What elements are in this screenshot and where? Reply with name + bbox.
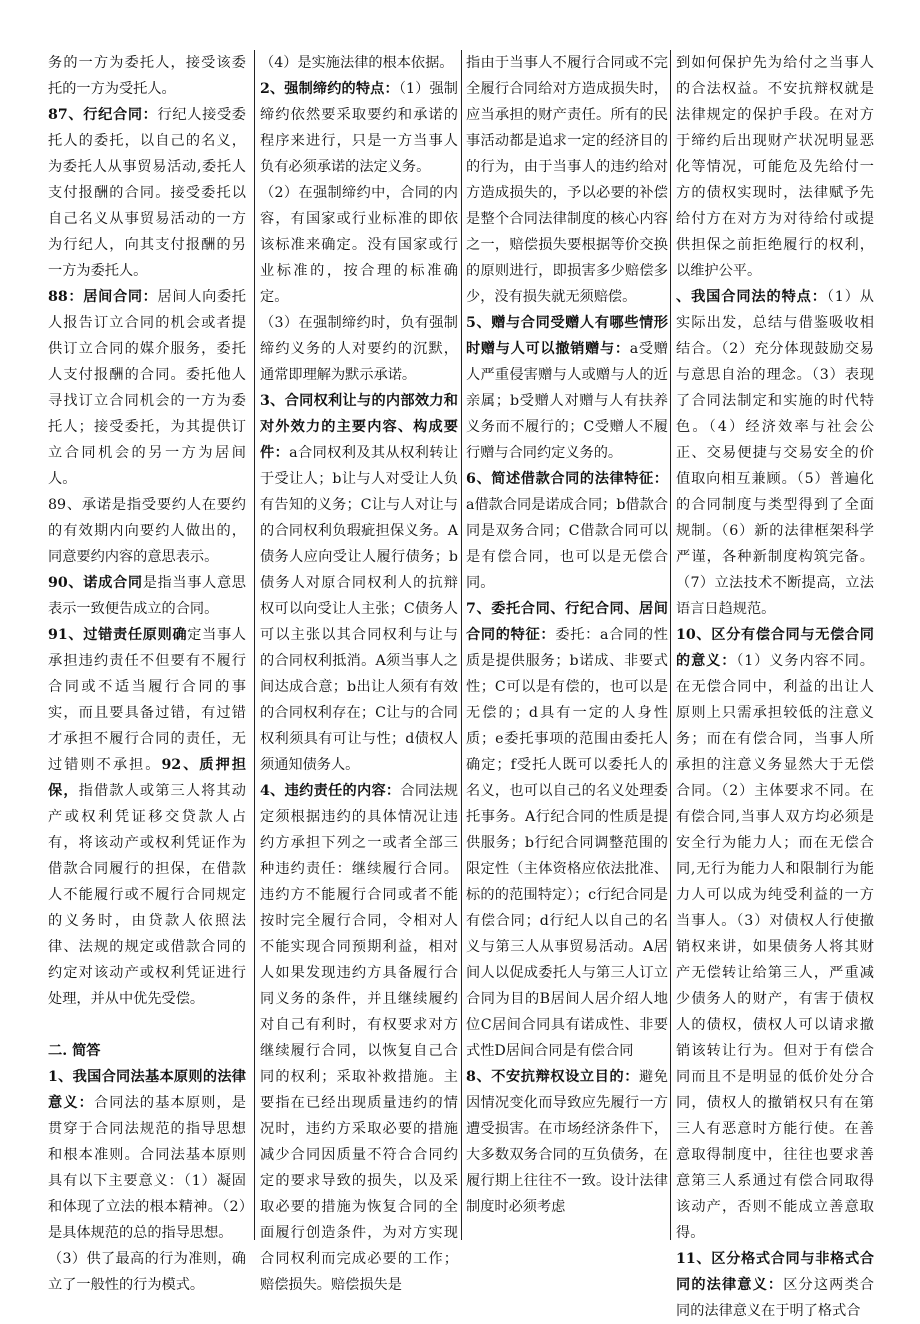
- paragraph: [676, 284, 874, 622]
- question-label: 10、区分有偿合同与无偿合同的意义：: [676, 627, 874, 669]
- text-column-2: [260, 50, 458, 1293]
- answer-text: 合同法的基本原则，是贯穿于合同法规范的指导思想和根本准则。合同法基本原则具有以下主要意义：（1）凝固和体现了立法的根本精神。（2）是具体规范的总的指导思想。: [48, 1095, 246, 1241]
- term-text: 居间人向委托人报告订立合同的机会或者提供订立合同的媒介服务，委托人支付报酬的合同。委托他人寻找订立合同机会的一方为委托人；接受委托，为其提供订立合同机会的另一方为居间人。: [48, 289, 246, 487]
- answer-text: （1）强制缔约依然要采取要约和承诺的程序来进行，只是一方当事人负有必须承诺的法定义务。: [260, 81, 458, 175]
- question-label: 7、委托合同、行纪合同、居间合同的特征：: [466, 601, 668, 643]
- term-label: 87、行纪合同：: [48, 107, 158, 123]
- answer-text: 合同法规定须根据违约的具体情况让违约方承担下列之一或者全部三种违约责任：继续履行合同。违约方不能履行合同或者不能按时完全履行合同，令相对人不能实现合同预期利益，相对人如果发现违约方具备履行合同义务的条件，并且继续履约对自己有利时，有权要求对方继续履行合同，以恢复自己合同的权利；采取补救措施。主要指在已经出现质量违约的情况时，违约方采取必要的措施减少合同因质量不符合合同约定的要求导致的损失，以及采取必要的措施为恢复合同的全面履行创造条件，为对方实现合同权利而完成必要的工作；赔偿损失。赔偿损失是: [260, 783, 458, 1293]
- paragraph: [676, 1246, 874, 1324]
- paragraph: [48, 1064, 246, 1246]
- paragraph: [466, 310, 668, 466]
- paragraph: （2）在强制缔约中，合同的内容，有国家或行业标准的即依该标准来确定。没有国家或行业标准的，按合理的标准确定。: [260, 185, 458, 305]
- column-divider: [461, 50, 462, 1240]
- answer-text: a合同权利及其从权利转让于受让人；b让与人对受让人负有告知的义务；C让与人对让与的合同权利负瑕疵担保义务。A债务人应向受让人履行债务；b债务人对原合同权利人的抗辩权可以向受让人主张；C债务人可以主张以其合同权利与让与的合同权利抵消。A须当事人之间达成合意；b出让人须有有效的合同权利存在；C让与的合同权利须具有可让与性；d债权人须通知债务人。: [260, 445, 458, 773]
- text-column-4: [676, 50, 874, 1319]
- term-label: 92、质押担保，: [48, 757, 246, 799]
- paragraph: 到如何保护先为给付之当事人的合法权益。不安抗辩权就是法律规定的保护手段。在对方于缔约后出现财产状况明显恶化等情况，可能危及先给付一方的债权实现时，法律赋予先给付方在对方为对待给付或提供担保之前拒绝履行的权利，以维护公平。: [676, 55, 874, 279]
- paragraph: （3）在强制缔约时，负有强制缔约义务的人对要约的沉默，通常即理解为默示承诺。: [260, 315, 458, 383]
- paragraph: [676, 622, 874, 1246]
- paragraph: [260, 388, 458, 778]
- paragraph: [48, 102, 246, 284]
- paragraph: [466, 1064, 668, 1220]
- answer-text: 委托：a合同的性质是提供服务；b诺成、非要式性；C可以是有偿的，也可以是无偿的；d具有一定的人身性质；e委托事项的范围由委托人确定；f受托人既可以委托人的名义，也可以自己的名义处理委托事务。A行纪合同的性质是提供服务；b行纪合同调整范围的限定性（主体资格应依法批准、标的的范围特定）；c行纪合同是有偿合同；d行纪人以自己的名义与第三人从事贸易活动。A居间人以促成委托人与第三人订立合同为目的B居间人居介绍人地位C居间合同具有诺成性、非要式性D居间合同是有偿合同: [466, 627, 668, 1059]
- term-label: 88：居间合同：: [48, 289, 158, 305]
- question-label: 4、违约责任的内容：: [260, 783, 401, 799]
- answer-text: （1）义务内容不同。在无偿合同中，利益的出让人原则上只需承担较低的注意义务；而在有偿合同，当事人所承担的注意义务显然大于无偿合同。（2）主体要求不同。在有偿合同,当事人双方均必须是安全行为能力人；而在无偿合同,无行为能力人和限制行为能力人可以成为纯受利益的一方当事人。（3）对债权人行使撤销权来讲，如果债务人将其财产无偿转让给第三人，严重减少债务人的财产，有害于债权人的债权，债权人可以请求撤销该转让行为。但对于有偿合同而且不是明显的低价处分合同，债权人的撤销权只有在第三人有恶意时方能行使。在善意取得制度中，往往也要求善意第三人系通过有偿合同取得该动产，否则不能成立善意取得。: [676, 653, 874, 1241]
- paragraph: [466, 596, 668, 1064]
- question-label: 1、我国合同法基本原则的法律意义：: [48, 1069, 246, 1111]
- question-label: 、我国合同法的特点：: [676, 289, 827, 305]
- answer-text: a借款合同是诺成合同；b借款合同是双务合同；C借款合同可以是有偿合同，也可以是无偿合同。: [466, 497, 668, 591]
- question-label: 5、赠与合同受赠人有哪些情形时赠与人可以撤销赠与：: [466, 315, 668, 357]
- term-text: 定当事人承担违约责任不但要有不履行合同或不适当履行合同的事实，而且要具备过错，有过错才承担不履行合同的责任，无过错则不承担。: [48, 627, 246, 773]
- paragraph: [48, 284, 246, 492]
- paragraph: （4）是实施法律的根本依据。: [260, 55, 454, 71]
- term-label: 91、过错责任原则确: [48, 627, 188, 643]
- term-text: 行纪人接受委托人的委托，以自己的名义，为委托人从事贸易活动,委托人支付报酬的合同。接受委托以自己名义从事贸易活动的一方为行纪人，向其支付报酬的另一方为委托人。: [48, 107, 246, 279]
- question-label: 11、区分格式合同与非格式合同的法律意义：: [676, 1251, 874, 1293]
- column-divider: [254, 50, 255, 1240]
- text-column-3: [466, 50, 668, 1240]
- question-label: 6、简述借款合同的法律特征：: [466, 471, 668, 487]
- question-label: 3、合同权利让与的内部效力和对外效力的主要内容、构成要件：: [260, 393, 458, 461]
- paragraph: [466, 466, 668, 596]
- answer-text: 区分这两类合同的法律意义在于明了格式合: [676, 1277, 874, 1319]
- answer-text: 避免因情况变化而导致应先履行一方遭受损害。在市场经济条件下，大多数双务合同的互负债务，在履行期上往往不一致。设计法律制度时必须考虑: [466, 1069, 668, 1215]
- paragraph: [260, 778, 458, 1298]
- term-text: 是指当事人意思表示一致便告成立的合同。: [48, 575, 246, 617]
- paragraph: 89、承诺是指受要约人在要约的有效期内向要约人做出的，同意要约内容的意思表示。: [48, 497, 246, 565]
- answer-text: （1）从实际出发，总结与借鉴吸收相结合。（2）充分体现鼓励交易与意思自治的理念。（3）表现了合同法制定和实施的时代特色。（4）经济效率与社会公正、交易便捷与交易安全的价值取向相互兼顾。（5）普遍化的合同制度与类型得到了全面规制。（6）新的法律框架科学严谨，各种新制度构筑完备。（7）立法技术不断提高，立法语言日趋规范。: [676, 289, 874, 617]
- section-heading: 二. 简答: [48, 1043, 101, 1059]
- text-column-1: [48, 50, 246, 1293]
- paragraph: [260, 76, 458, 180]
- term-text: 指借款人或第三人将其动产或权利凭证移交贷款人占有，将该动产或权利凭证作为借款合同履行的担保，在借款人不能履行或不履行合同规定的义务时，由贷款人依照法律、法规的规定或借款合同的约定对该动产或权利凭证进行处理，并从中优先受偿。: [48, 783, 246, 1007]
- paragraph: [48, 622, 246, 1012]
- document-page: [48, 50, 874, 1319]
- paragraph: （3）供了最高的行为准则，确立了一般性的行为模式。: [48, 1251, 246, 1293]
- paragraph: 务的一方为委托人，接受该委托的一方为受托人。: [48, 55, 246, 97]
- term-label: 90、诺成合同: [48, 575, 143, 591]
- spacer: [48, 1012, 246, 1038]
- question-label: 2、强制缔约的特点：: [260, 81, 399, 97]
- answer-text: a受赠人严重侵害赠与人或赠与人的近亲属；b受赠人对赠与人有扶养义务而不履行的；C受赠人不履行赠与合同约定义务的。: [466, 341, 668, 461]
- paragraph: [48, 570, 246, 622]
- paragraph: 指由于当事人不履行合同或不完全履行合同给对方造成损失时，应当承担的财产责任。所有的民事活动都是追求一定的经济目的的行为，由于当事人的违约给对方造成损失的，予以必要的补偿是整个合同法律制度的核心内容之一，赔偿损失要根据等价交换的原则进行，即损害多少赔偿多少，没有损失就无须赔偿。: [466, 55, 668, 305]
- column-divider: [670, 50, 671, 1240]
- question-label: 8、不安抗辩权设立目的：: [466, 1069, 640, 1085]
